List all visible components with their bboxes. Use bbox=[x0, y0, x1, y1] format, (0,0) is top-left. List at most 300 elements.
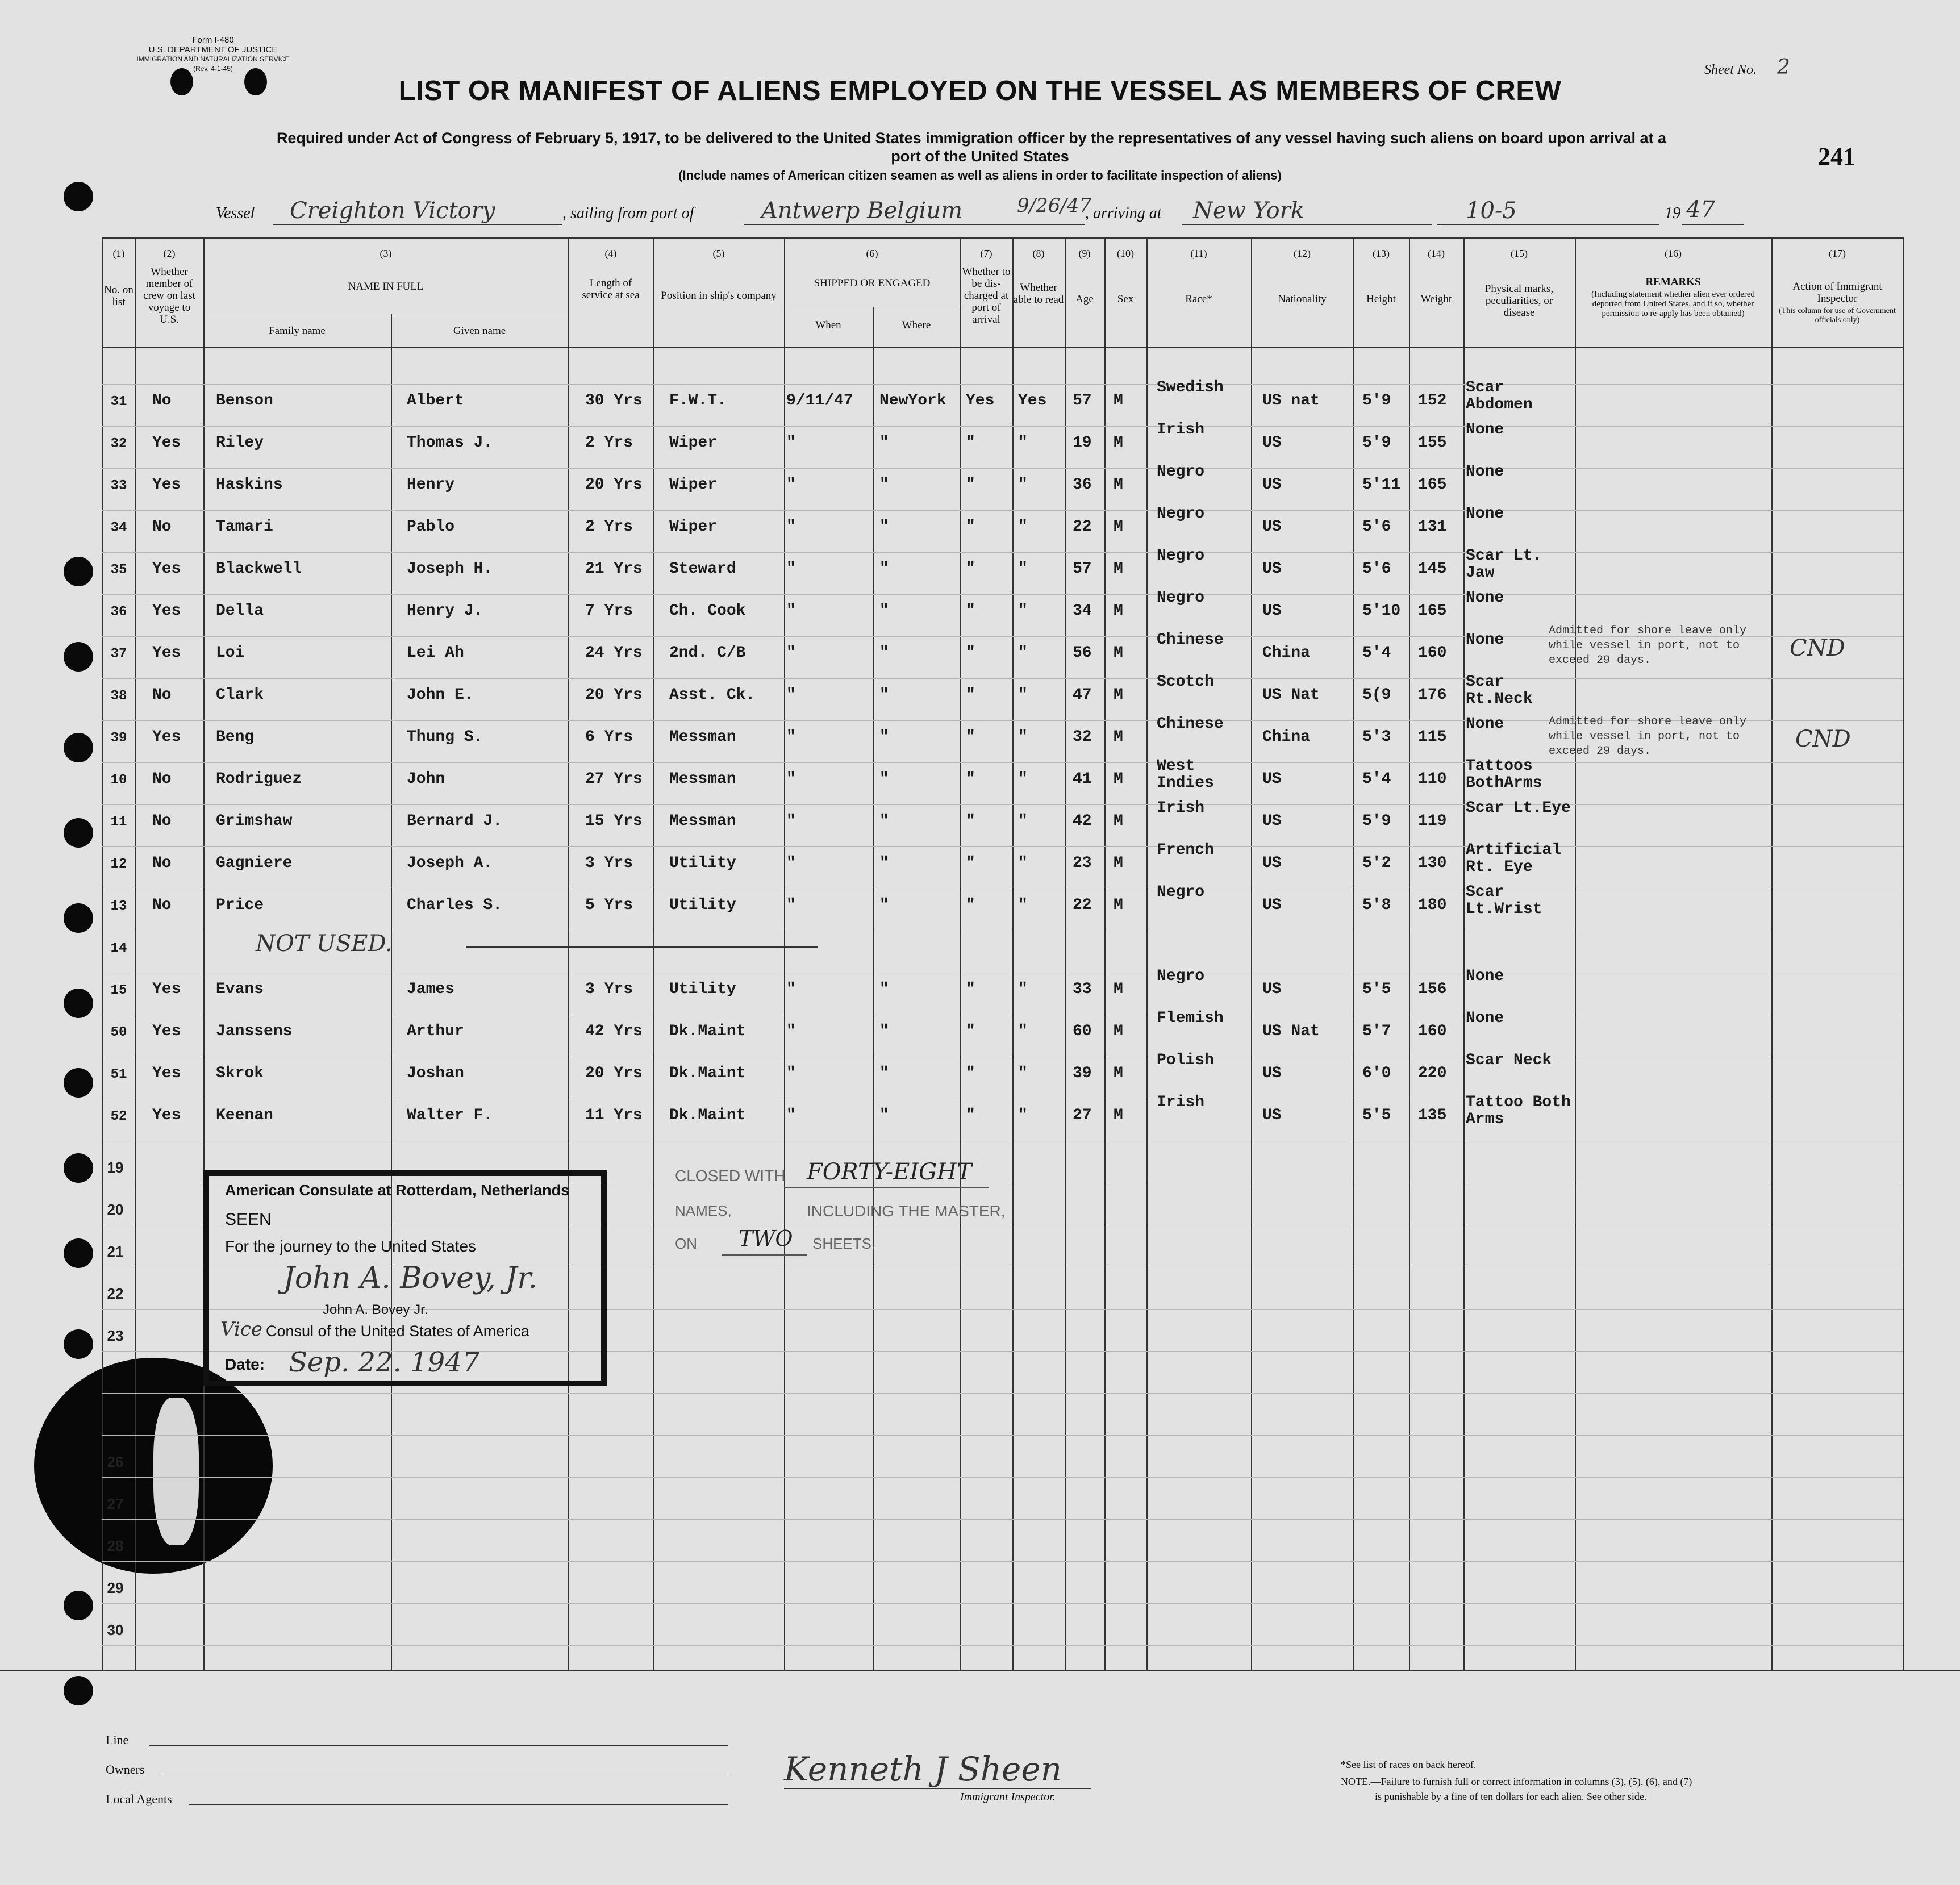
sex: M bbox=[1114, 770, 1123, 788]
discharged: " bbox=[966, 560, 975, 578]
col15-num: (15) bbox=[1511, 248, 1528, 259]
consulate-line3: For the journey to the United States bbox=[225, 1237, 477, 1255]
prior-voyage: Yes bbox=[152, 644, 181, 662]
row-number: 33 bbox=[110, 478, 127, 494]
weight: 160 bbox=[1418, 644, 1447, 662]
position: Messman bbox=[669, 728, 736, 746]
weight: 160 bbox=[1418, 1023, 1447, 1040]
punch-hole bbox=[64, 818, 93, 848]
sex: M bbox=[1114, 1107, 1123, 1124]
nationality: US bbox=[1262, 770, 1282, 788]
shipped-where: " bbox=[879, 602, 889, 620]
position: Messman bbox=[669, 812, 736, 830]
given-name: Walter F. bbox=[407, 1107, 493, 1124]
closing-stamp bbox=[670, 1159, 1068, 1267]
stamp-date-value: Sep. 22. 1947 bbox=[289, 1346, 480, 1378]
sex: M bbox=[1114, 728, 1123, 746]
length-of-service: 20 Yrs bbox=[585, 686, 643, 704]
length-of-service: 3 Yrs bbox=[585, 981, 633, 998]
nationality: US bbox=[1262, 812, 1282, 830]
able-to-read: " bbox=[1018, 981, 1028, 998]
remark-shore-leave: Admitted for shore leave only while vessel in port, not to exceed 29 days. bbox=[1549, 715, 1747, 758]
footer-note-3: is punishable by a fine of ten dollars for each alien. See other side. bbox=[1375, 1791, 1647, 1802]
weight: 176 bbox=[1418, 686, 1447, 704]
discharged: " bbox=[966, 686, 975, 704]
footer-line: Line bbox=[106, 1733, 129, 1747]
shipped-where: " bbox=[879, 560, 889, 578]
age: 57 bbox=[1073, 392, 1092, 410]
line-number: 27 bbox=[107, 1495, 124, 1512]
remark-shore-leave: Admitted for shore leave only while vessel in port, not to exceed 29 days. bbox=[1549, 624, 1747, 667]
punch-hole bbox=[64, 733, 93, 762]
row-number: 31 bbox=[110, 394, 127, 410]
length-of-service: 15 Yrs bbox=[585, 812, 643, 830]
length-of-service: 11 Yrs bbox=[585, 1107, 643, 1124]
sex: M bbox=[1114, 686, 1123, 704]
weight: 165 bbox=[1418, 602, 1447, 620]
position: Utility bbox=[669, 981, 736, 998]
able-to-read: " bbox=[1018, 602, 1028, 620]
col14-label: Weight bbox=[1420, 293, 1452, 305]
position: Utility bbox=[669, 896, 736, 914]
sex: M bbox=[1114, 644, 1123, 662]
able-to-read: " bbox=[1018, 560, 1028, 578]
nationality: US bbox=[1262, 896, 1282, 914]
age: 36 bbox=[1073, 476, 1092, 494]
discharged: " bbox=[966, 854, 975, 872]
line-number: 21 bbox=[107, 1243, 124, 1260]
form-subtitle-3: (Include names of American citizen seamen as well as aliens in order to facilitate inspection of aliens) bbox=[678, 168, 1282, 182]
given-name: Charles S. bbox=[407, 896, 503, 914]
shipped-where: " bbox=[879, 1065, 889, 1082]
height: 5'5 bbox=[1362, 981, 1391, 998]
position: Steward bbox=[669, 560, 736, 578]
given-name: Henry bbox=[407, 476, 455, 494]
line-number: 20 bbox=[107, 1201, 124, 1218]
form-subtitle-1: Required under Act of Congress of February 5, 1917, to be delivered to the United States immigration officer by the representatives of any vessel having such aliens on board upon arrival at a bbox=[276, 130, 1667, 147]
race: Irish bbox=[1157, 1094, 1205, 1111]
shipped-where: " bbox=[879, 770, 889, 788]
consul-signature: John A. Bovey, Jr. bbox=[283, 1261, 537, 1295]
given-name: Bernard J. bbox=[407, 812, 503, 830]
discharged: Yes bbox=[966, 392, 995, 410]
discharged: " bbox=[966, 770, 975, 788]
age: 47 bbox=[1073, 686, 1092, 704]
physical-marks: Tattoos BothArms bbox=[1466, 757, 1542, 792]
discharged: " bbox=[966, 728, 975, 746]
sex: M bbox=[1114, 981, 1123, 998]
position: Wiper bbox=[669, 476, 718, 494]
family-name: Price bbox=[216, 896, 264, 914]
family-name: Blackwell bbox=[216, 560, 302, 578]
line-number: 26 bbox=[107, 1453, 124, 1470]
height: 5'9 bbox=[1362, 392, 1391, 410]
row-number: 12 bbox=[110, 857, 127, 872]
weight: 130 bbox=[1418, 854, 1447, 872]
length-of-service: 3 Yrs bbox=[585, 854, 633, 872]
shipped-when: " bbox=[786, 476, 796, 494]
height: 5'7 bbox=[1362, 1023, 1391, 1040]
shipped-when: " bbox=[786, 1107, 796, 1124]
col6-num: (6) bbox=[866, 248, 878, 259]
closed-count: FORTY-EIGHT bbox=[807, 1159, 972, 1185]
sex: M bbox=[1114, 812, 1123, 830]
punch-hole bbox=[64, 903, 93, 933]
line-number: 22 bbox=[107, 1285, 124, 1302]
length-of-service: 7 Yrs bbox=[585, 602, 633, 620]
weight: 155 bbox=[1418, 434, 1447, 452]
discharged: " bbox=[966, 812, 975, 830]
age: 33 bbox=[1073, 981, 1092, 998]
physical-marks: Scar Abdomen bbox=[1466, 379, 1533, 414]
col3-label: NAME IN FULL bbox=[348, 281, 424, 293]
names-label: NAMES, bbox=[675, 1202, 732, 1219]
length-of-service: 20 Yrs bbox=[585, 476, 643, 494]
prior-voyage: No bbox=[152, 518, 172, 536]
height: 5'9 bbox=[1362, 812, 1391, 830]
year-prefix: 19 bbox=[1665, 205, 1680, 222]
including-label: INCLUDING THE MASTER, bbox=[807, 1202, 1006, 1220]
shipped-when: " bbox=[786, 686, 796, 704]
physical-marks: None bbox=[1466, 589, 1504, 607]
shipped-when: " bbox=[786, 602, 796, 620]
col11-label: Race* bbox=[1185, 293, 1212, 305]
nationality: China bbox=[1262, 728, 1311, 746]
col16-num: (16) bbox=[1665, 248, 1682, 259]
able-to-read: " bbox=[1018, 1107, 1028, 1124]
length-of-service: 20 Yrs bbox=[585, 1065, 643, 1082]
position: 2nd. C/B bbox=[669, 644, 746, 662]
shipped-where: " bbox=[879, 896, 889, 914]
shipped-when: " bbox=[786, 1065, 796, 1082]
prior-voyage: Yes bbox=[152, 434, 181, 452]
col5-num: (5) bbox=[712, 248, 725, 259]
remark-initials: CND bbox=[1790, 635, 1845, 661]
shipped-when: " bbox=[786, 896, 796, 914]
physical-marks: None bbox=[1466, 967, 1504, 985]
physical-marks: Scar Neck bbox=[1466, 1052, 1552, 1069]
row-number: 35 bbox=[110, 562, 127, 578]
age: 19 bbox=[1073, 434, 1092, 452]
row-number: 10 bbox=[110, 773, 127, 788]
race: Negro bbox=[1157, 967, 1205, 985]
able-to-read: " bbox=[1018, 770, 1028, 788]
shipped-when: " bbox=[786, 644, 796, 662]
position: Dk.Maint bbox=[669, 1107, 746, 1124]
shipped-where: NewYork bbox=[879, 392, 946, 410]
col6-when: When bbox=[815, 319, 841, 331]
given-name: Joshan bbox=[407, 1065, 464, 1082]
age: 23 bbox=[1073, 854, 1092, 872]
col7-label: Whether to be dis-charged at port of arrival bbox=[962, 266, 1011, 326]
able-to-read: " bbox=[1018, 728, 1028, 746]
race: Chinese bbox=[1157, 715, 1224, 733]
form-dept: U.S. DEPARTMENT OF JUSTICE bbox=[148, 45, 278, 55]
punch-hole bbox=[64, 989, 93, 1018]
family-name: Clark bbox=[216, 686, 264, 704]
height: 5'11 bbox=[1362, 476, 1401, 494]
sex: M bbox=[1114, 476, 1123, 494]
row-number: 52 bbox=[110, 1109, 127, 1124]
remark-initials: CND bbox=[1795, 726, 1851, 752]
able-to-read: " bbox=[1018, 644, 1028, 662]
sheet-number: 2 bbox=[1776, 56, 1790, 79]
family-name: Evans bbox=[216, 981, 264, 998]
age: 60 bbox=[1073, 1023, 1092, 1040]
race: French bbox=[1157, 841, 1214, 859]
given-name: James bbox=[407, 981, 455, 998]
punch-hole bbox=[64, 182, 93, 211]
length-of-service: 2 Yrs bbox=[585, 434, 633, 452]
prior-voyage: No bbox=[152, 812, 172, 830]
row-number: 11 bbox=[110, 815, 127, 830]
col16-sub: (Including statement whether alien ever ordered deported from United States, and if so, whether permission to re-apply has been obtained) bbox=[1591, 290, 1755, 318]
punch-hole bbox=[64, 642, 93, 672]
given-name: Thung S. bbox=[407, 728, 483, 746]
height: 5'6 bbox=[1362, 518, 1391, 536]
row-number: 38 bbox=[110, 689, 127, 704]
position: Messman bbox=[669, 770, 736, 788]
family-name: Grimshaw bbox=[216, 812, 293, 830]
vessel-label: Vessel bbox=[216, 205, 255, 222]
family-name: Loi bbox=[216, 644, 245, 662]
shipped-when: " bbox=[786, 560, 796, 578]
length-of-service: 2 Yrs bbox=[585, 518, 633, 536]
weight: 131 bbox=[1418, 518, 1447, 536]
physical-marks: None bbox=[1466, 421, 1504, 439]
height: 5'5 bbox=[1362, 1107, 1391, 1124]
shipped-when: " bbox=[786, 854, 796, 872]
physical-marks: Tattoo Both Arms bbox=[1466, 1094, 1571, 1128]
sex: M bbox=[1114, 896, 1123, 914]
weight: 152 bbox=[1418, 392, 1447, 410]
row-number: 32 bbox=[110, 436, 127, 452]
year-value: 47 bbox=[1686, 197, 1715, 223]
row-number: 15 bbox=[110, 983, 127, 998]
shipped-where: " bbox=[879, 644, 889, 662]
footer-note-2: NOTE.—Failure to furnish full or correct information in columns (3), (5), (6), and (7) bbox=[1341, 1776, 1692, 1787]
sex: M bbox=[1114, 1065, 1123, 1082]
race: Negro bbox=[1157, 463, 1205, 481]
height: 5'10 bbox=[1362, 602, 1401, 620]
footer-agents: Local Agents bbox=[106, 1792, 172, 1806]
shipped-where: " bbox=[879, 518, 889, 536]
col1-num: (1) bbox=[112, 248, 125, 259]
prior-voyage: Yes bbox=[152, 560, 181, 578]
row-number: 51 bbox=[110, 1067, 127, 1082]
able-to-read: " bbox=[1018, 812, 1028, 830]
closed-label: CLOSED WITH bbox=[675, 1167, 786, 1185]
col4-num: (4) bbox=[604, 248, 617, 259]
shipped-when: 9/11/47 bbox=[786, 392, 853, 410]
consul-title: Consul of the United States of America bbox=[266, 1323, 529, 1340]
weight: 119 bbox=[1418, 812, 1447, 830]
col11-num: (11) bbox=[1190, 248, 1207, 259]
physical-marks: Artificial Rt. Eye bbox=[1466, 841, 1562, 876]
row-number: 36 bbox=[110, 604, 127, 620]
col16-label: REMARKS bbox=[1645, 276, 1701, 288]
age: 22 bbox=[1073, 518, 1092, 536]
family-name: Beng bbox=[216, 728, 255, 746]
given-name: Thomas J. bbox=[407, 434, 493, 452]
col1-label: No. on list bbox=[104, 284, 134, 308]
nationality: US nat bbox=[1262, 392, 1320, 410]
race: Irish bbox=[1157, 421, 1205, 439]
shipped-where: " bbox=[879, 728, 889, 746]
prior-voyage: Yes bbox=[152, 981, 181, 998]
age: 39 bbox=[1073, 1065, 1092, 1082]
race: Negro bbox=[1157, 883, 1205, 901]
family-name: Keenan bbox=[216, 1107, 273, 1124]
position: Ch. Cook bbox=[669, 602, 746, 620]
shipped-where: " bbox=[879, 1023, 889, 1040]
given-name: Lei Ah bbox=[407, 644, 464, 662]
shipped-where: " bbox=[879, 476, 889, 494]
height: 5(9 bbox=[1362, 686, 1391, 704]
weight: 135 bbox=[1418, 1107, 1447, 1124]
shipped-where: " bbox=[879, 981, 889, 998]
family-name: Tamari bbox=[216, 518, 273, 536]
discharged: " bbox=[966, 896, 975, 914]
prior-voyage: No bbox=[152, 896, 172, 914]
sailing-label: , sailing from port of bbox=[562, 205, 694, 222]
able-to-read: " bbox=[1018, 896, 1028, 914]
given-name: John bbox=[407, 770, 445, 788]
prior-voyage: No bbox=[152, 770, 172, 788]
physical-marks: None bbox=[1466, 631, 1504, 649]
nationality: US bbox=[1262, 476, 1282, 494]
family-name: Benson bbox=[216, 392, 273, 410]
height: 6'0 bbox=[1362, 1065, 1391, 1082]
sex: M bbox=[1114, 434, 1123, 452]
shipped-when: " bbox=[786, 770, 796, 788]
col13-label: Height bbox=[1366, 293, 1396, 305]
prior-voyage: No bbox=[152, 854, 172, 872]
col8-num: (8) bbox=[1032, 248, 1045, 259]
length-of-service: 5 Yrs bbox=[585, 896, 633, 914]
weight: 180 bbox=[1418, 896, 1447, 914]
inspector-signature: Kenneth J Sheen bbox=[784, 1750, 1062, 1788]
given-name: Joseph A. bbox=[407, 854, 493, 872]
race: Flemish bbox=[1157, 1010, 1224, 1027]
line-number: 29 bbox=[107, 1579, 124, 1596]
able-to-read: " bbox=[1018, 1065, 1028, 1082]
nationality: US Nat bbox=[1262, 686, 1320, 704]
prior-voyage: Yes bbox=[152, 476, 181, 494]
race: Negro bbox=[1157, 547, 1205, 565]
nationality: US bbox=[1262, 1065, 1282, 1082]
age: 42 bbox=[1073, 812, 1092, 830]
nationality: US bbox=[1262, 518, 1282, 536]
arriving-label: , arriving at bbox=[1085, 205, 1162, 222]
row-number: 50 bbox=[110, 1025, 127, 1040]
sailing-port: Antwerp Belgium bbox=[761, 198, 963, 224]
sex: M bbox=[1114, 854, 1123, 872]
sex: M bbox=[1114, 518, 1123, 536]
col15-label: Physical marks, peculiarities, or disease bbox=[1484, 283, 1554, 319]
on-sheets-count: TWO bbox=[739, 1226, 793, 1251]
prior-voyage: No bbox=[152, 686, 172, 704]
given-name: Pablo bbox=[407, 518, 455, 536]
able-to-read: " bbox=[1018, 686, 1028, 704]
nationality: US bbox=[1262, 981, 1282, 998]
col3-num: (3) bbox=[380, 248, 392, 259]
weight: 165 bbox=[1418, 476, 1447, 494]
family-name: Janssens bbox=[216, 1023, 293, 1040]
discharged: " bbox=[966, 1065, 975, 1082]
age: 22 bbox=[1073, 896, 1092, 914]
discharged: " bbox=[966, 644, 975, 662]
form-rev: (Rev. 4-1-45) bbox=[193, 65, 233, 73]
prior-voyage: Yes bbox=[152, 728, 181, 746]
shipped-when: " bbox=[786, 812, 796, 830]
given-name: Joseph H. bbox=[407, 560, 493, 578]
form-service: IMMIGRATION AND NATURALIZATION SERVICE bbox=[136, 55, 290, 63]
col2-label: Whether member of crew on last voyage to U.S. bbox=[143, 266, 195, 326]
col17-sub: (This column for use of Government officials only) bbox=[1779, 307, 1896, 324]
able-to-read: Yes bbox=[1018, 392, 1047, 410]
col9-label: Age bbox=[1075, 293, 1094, 305]
inspector-label: Immigrant Inspector. bbox=[960, 1791, 1056, 1803]
col4-label: Length of service at sea bbox=[582, 277, 640, 301]
sheets-label: SHEETS. bbox=[812, 1235, 876, 1252]
shipped-when: " bbox=[786, 1023, 796, 1040]
consul-typed-name: John A. Bovey Jr. bbox=[323, 1302, 428, 1317]
col17-num: (17) bbox=[1829, 248, 1846, 259]
sex: M bbox=[1114, 1023, 1123, 1040]
col9-num: (9) bbox=[1078, 248, 1091, 259]
col6-where: Where bbox=[902, 319, 931, 331]
able-to-read: " bbox=[1018, 434, 1028, 452]
line-number: 23 bbox=[107, 1327, 124, 1344]
nationality: China bbox=[1262, 644, 1311, 662]
age: 32 bbox=[1073, 728, 1092, 746]
prior-voyage: Yes bbox=[152, 602, 181, 620]
position: Asst. Ck. bbox=[669, 686, 756, 704]
given-name: Henry J. bbox=[407, 602, 483, 620]
position: Dk.Maint bbox=[669, 1023, 746, 1040]
sailing-date: 9/26/47 bbox=[1017, 194, 1092, 217]
shipped-where: " bbox=[879, 854, 889, 872]
height: 5'4 bbox=[1362, 644, 1391, 662]
race: Negro bbox=[1157, 589, 1205, 607]
height: 5'2 bbox=[1362, 854, 1391, 872]
stamp-date-label: Date: bbox=[225, 1356, 265, 1373]
able-to-read: " bbox=[1018, 518, 1028, 536]
prior-voyage: Yes bbox=[152, 1107, 181, 1124]
race: Irish bbox=[1157, 799, 1205, 817]
race: Swedish bbox=[1157, 379, 1224, 397]
nationality: US Nat bbox=[1262, 1023, 1320, 1040]
age: 56 bbox=[1073, 644, 1092, 662]
consulate-seen: SEEN bbox=[225, 1210, 272, 1229]
col2-num: (2) bbox=[163, 248, 176, 259]
punch-hole bbox=[64, 1153, 93, 1183]
given-name: Arthur bbox=[407, 1023, 464, 1040]
given-name: Albert bbox=[407, 392, 464, 410]
family-name: Skrok bbox=[216, 1065, 264, 1082]
col5-label: Position in ship's company bbox=[661, 290, 777, 302]
age: 34 bbox=[1073, 602, 1092, 620]
family-name: Della bbox=[216, 602, 264, 620]
punch-hole bbox=[64, 1329, 93, 1359]
position: Wiper bbox=[669, 518, 718, 536]
length-of-service: 24 Yrs bbox=[585, 644, 643, 662]
row-number: 37 bbox=[110, 647, 127, 662]
family-name: Haskins bbox=[216, 476, 283, 494]
able-to-read: " bbox=[1018, 476, 1028, 494]
col7-num: (7) bbox=[980, 248, 992, 259]
